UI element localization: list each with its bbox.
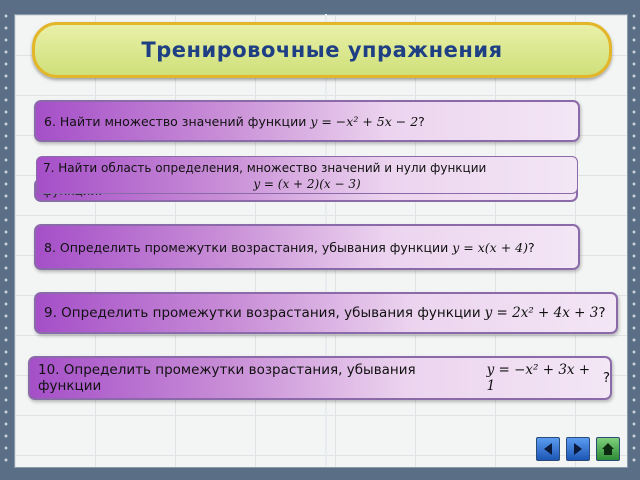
task-9-formula: y = 2x² + 4x + 3 <box>484 305 599 321</box>
arrow-left-icon <box>540 441 556 457</box>
right-border-dots <box>630 10 638 470</box>
home-icon <box>600 441 616 457</box>
slide-title: Тренировочные упражнения <box>141 38 503 62</box>
task-7-formula: y = (x + 2)(x − 3) <box>253 177 361 191</box>
task-8-formula: y = x(x + 4) <box>452 239 528 255</box>
task-6-text: 6. Найти множество значений функции <box>44 113 307 129</box>
task-10[interactable] <box>28 356 612 400</box>
task-7[interactable] <box>36 156 578 194</box>
task-8-suffix: ? <box>527 239 535 255</box>
task-9-suffix: ? <box>598 305 606 321</box>
prev-slide-button[interactable] <box>536 437 560 461</box>
task-10-text: 10. Определить промежутки возрастания, убывания функции <box>38 362 416 394</box>
task-6[interactable] <box>34 100 580 142</box>
task-6-formula: y = −x² + 5x − 2 <box>310 113 419 129</box>
title-banner <box>32 22 612 78</box>
task-8[interactable] <box>34 224 580 270</box>
task-9[interactable] <box>34 292 618 334</box>
task-6-suffix: ? <box>418 113 425 129</box>
task-7-text: 7. Найти область определения, множество значений и нули функции <box>43 161 487 175</box>
task-8-text: 8. Определить промежутки возрастания, убывания функции <box>44 239 449 255</box>
task-10-suffix: ? <box>602 370 610 386</box>
arrow-right-icon <box>570 441 586 457</box>
home-button[interactable] <box>596 437 620 461</box>
task-10-formula: y = −x² + 3x + 1 <box>486 362 591 394</box>
left-border-dots <box>2 10 10 470</box>
task-9-text: 9. Определить промежутки возрастания, убывания функции <box>44 305 481 321</box>
next-slide-button[interactable] <box>566 437 590 461</box>
